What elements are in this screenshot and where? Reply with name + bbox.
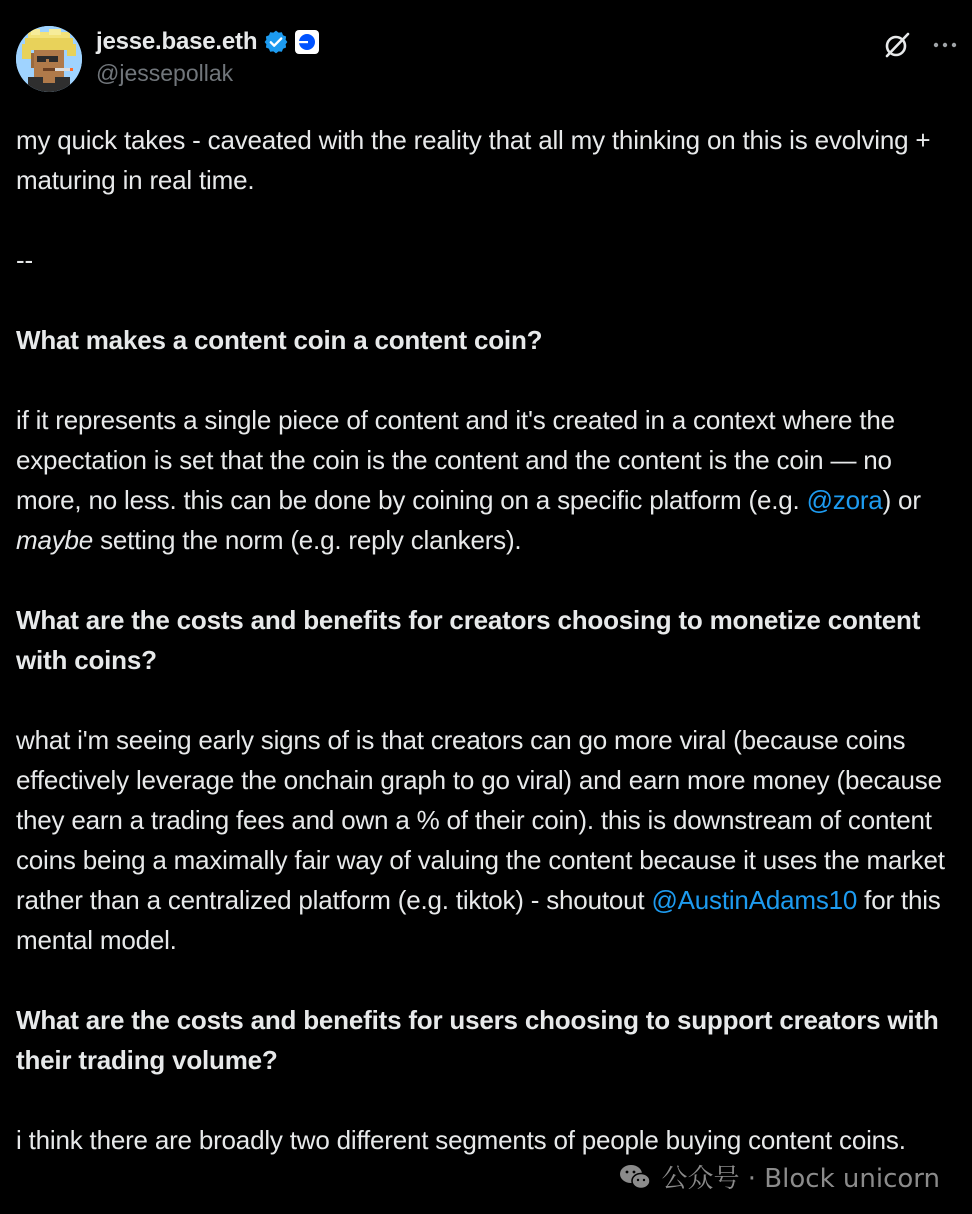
pixel-art-avatar — [16, 26, 82, 92]
mention-zora-link[interactable]: @zora — [806, 485, 883, 515]
post-top-actions — [882, 30, 960, 60]
post-body — [16, 120, 960, 1160]
avatar[interactable] — [16, 26, 82, 92]
question-2-heading: What are the costs and benefits for creators choosing to monetize content with coins? — [16, 605, 921, 675]
answer-1-text-b: ) or — [882, 485, 921, 515]
watermark — [618, 1158, 940, 1195]
author-identity — [96, 26, 319, 87]
grok-icon[interactable] — [882, 30, 912, 60]
question-1-heading: What makes a content coin a content coin? — [16, 325, 543, 355]
answer-1-text-c: setting the norm (e.g. reply clankers). — [93, 525, 522, 555]
watermark-text: 公众号 · Block unicorn — [661, 1164, 940, 1194]
base-affiliate-badge-icon[interactable] — [295, 30, 319, 54]
post — [16, 24, 960, 1160]
mention-austinadams10-link[interactable]: @AustinAdams10 — [651, 885, 858, 915]
separator-text: -- — [16, 245, 33, 275]
name-row — [96, 26, 319, 58]
question-3-heading: What are the costs and benefits for users choosing to support creators with their trading volume? — [16, 1005, 939, 1075]
answer-1-paragraph — [16, 400, 960, 560]
post-header — [16, 24, 960, 98]
wechat-icon — [618, 1162, 652, 1192]
author-handle[interactable]: @jessepollak — [96, 60, 234, 86]
answer-1-emphasis: maybe — [16, 525, 94, 555]
answer-2-paragraph — [16, 720, 960, 960]
answer-2-text-a: what i'm seeing early signs of is that creators can go more viral (because coins effectively leverage the onchain graph to go viral) and earn more money (because they earn a trading fees and own a % of their coin). this is downstream of content coins being a maximally fair way of valuing the content because it uses the market rather than a centralized platform (e.g. tiktok) - shoutout — [16, 725, 945, 915]
answer-3-paragraph: i think there are broadly two different segments of people buying content coins. — [16, 1125, 906, 1155]
intro-paragraph: my quick takes - caveated with the reality that all my thinking on this is evolving + maturing in real time. — [16, 125, 931, 195]
answer-2-text-b: for this mental model. — [16, 885, 941, 955]
answer-1-text-a: if it represents a single piece of content and it's created in a context where the expectation is set that the coin is the content and the content is the coin — no more, no less. this can be done by coining on a specific platform (e.g. — [16, 405, 895, 515]
more-options-icon[interactable] — [930, 30, 960, 60]
verified-badge-icon — [263, 29, 289, 55]
author-display-name[interactable]: jesse.base.eth — [96, 28, 258, 55]
